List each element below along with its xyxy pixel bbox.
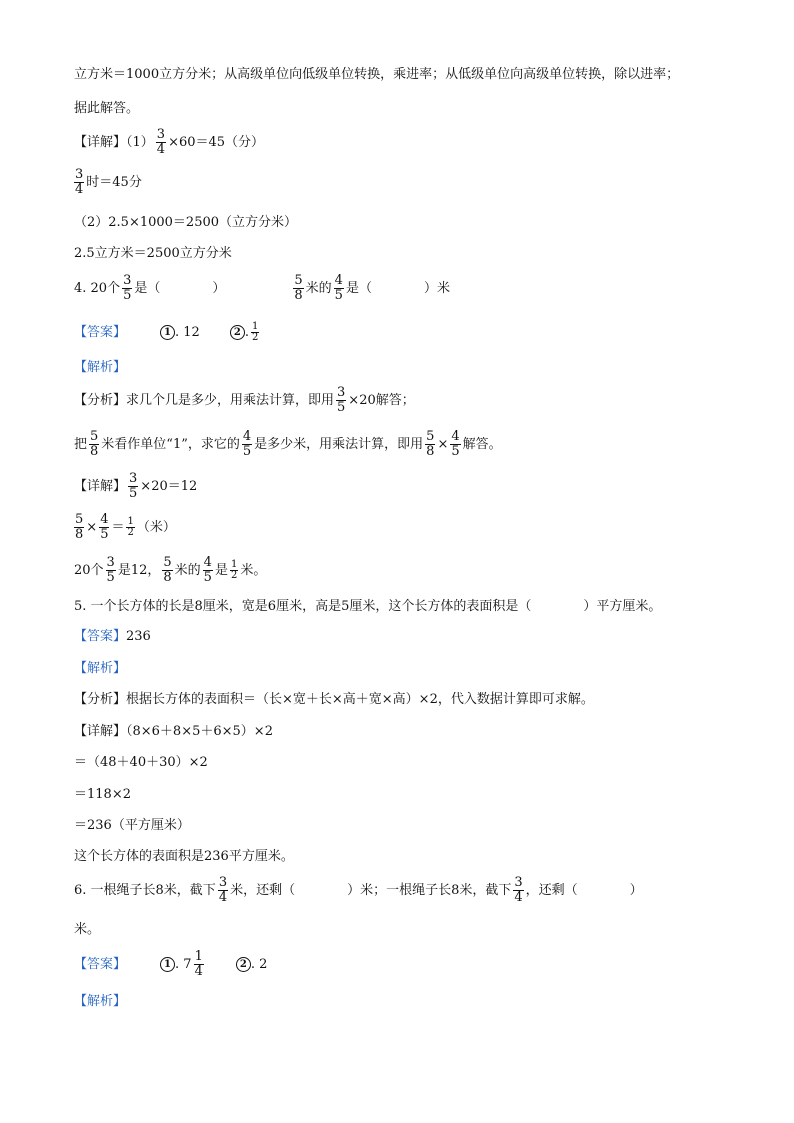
answer-label: 【答案】 (74, 325, 127, 340)
analysis-label: 【解析】 (74, 994, 127, 1009)
text-span: 米的 (174, 563, 201, 578)
text-line: 这个长方体的表面积是236平方厘米。 (74, 849, 294, 864)
detail-line (74, 128, 264, 157)
fraction-denominator: 8 (294, 288, 303, 303)
fraction-denominator: 5 (337, 400, 346, 415)
text-span: ，还剩（ ） (525, 883, 643, 898)
fraction-denominator: 4 (75, 182, 84, 197)
answer-line (74, 322, 261, 343)
fraction-numerator: 3 (337, 385, 346, 400)
fraction (122, 274, 132, 303)
fraction-denominator: 8 (426, 444, 435, 459)
fraction-denominator: 5 (203, 570, 212, 585)
fraction (293, 274, 303, 303)
fraction-numerator: 5 (90, 429, 99, 444)
circled-number-one: 1 (160, 325, 175, 340)
analysis-line (74, 430, 502, 459)
fraction-numerator: 5 (163, 555, 172, 570)
text-line: ＝118×2 (74, 787, 131, 802)
fraction (106, 556, 116, 585)
fraction-denominator: 5 (242, 444, 252, 459)
analysis-line (74, 386, 415, 415)
fraction (99, 513, 109, 542)
fraction-numerator: 5 (75, 512, 84, 527)
fraction (334, 274, 344, 303)
detail-line: 【详解】（8×6＋8×5＋6×5）×2 (74, 724, 273, 739)
text-span: 是12， (117, 563, 161, 578)
fraction-denominator: 2 (127, 527, 134, 538)
text-line: ＝（48＋40＋30）×2 (74, 755, 208, 770)
text-line: 据此解答。 (74, 101, 140, 116)
analysis-label: 【解析】 (74, 661, 127, 676)
fraction-numerator: 4 (451, 429, 460, 444)
fraction (74, 513, 84, 542)
text-span: ×20解答； (348, 393, 415, 408)
fraction-denominator: 5 (106, 570, 115, 585)
question-5: 5. 一个长方体的长是8厘米，宽是6厘米，高是5厘米，这个长方体的表面积是（ ）平方厘米。 (74, 599, 662, 614)
fraction-numerator: 4 (242, 429, 252, 444)
fraction-numerator: 1 (230, 559, 238, 570)
fraction (425, 430, 435, 459)
fraction-numerator: 5 (426, 429, 435, 444)
fraction-denominator: 5 (123, 288, 132, 303)
text-span: 米，还剩（ ）米；一根绳子长8米，截下 (230, 883, 512, 898)
detail-line (74, 472, 197, 501)
fraction-denominator: 4 (218, 890, 228, 905)
text-span: ×20＝12 (140, 479, 198, 494)
text-span: 米看作单位“1”，求它的 (101, 437, 240, 452)
text-span: 是多少米，用乘法计算，即用 (254, 437, 424, 452)
fraction-numerator: 5 (294, 273, 303, 288)
answer-label: 【答案】 (74, 629, 127, 644)
fraction-numerator: 3 (218, 875, 228, 890)
text-span: 解答。 (462, 437, 502, 452)
fraction (156, 128, 166, 157)
fraction (162, 556, 172, 585)
text-span: 【分析】求几个几是多少，用乘法计算，即用 (74, 393, 335, 408)
answer-value: 236 (126, 629, 151, 644)
fraction (230, 560, 238, 581)
text-line: ＝236（平方厘米） (74, 818, 190, 833)
analysis-label: 【解析】 (74, 360, 127, 375)
fraction (194, 950, 204, 979)
text-span: ×60＝45（分） (168, 135, 265, 150)
text-line: 立方米＝1000立方分米；从高级单位向低级单位转换，乘进率；从低级单位向高级单位转换，除以进率； (74, 67, 680, 82)
fraction-denominator: 5 (451, 444, 460, 459)
question-6 (74, 876, 643, 905)
fraction-numerator: 3 (156, 127, 166, 142)
answer-value: . (244, 325, 249, 340)
fraction (218, 876, 228, 905)
text-line: 米。 (74, 922, 101, 937)
fraction-denominator: 8 (75, 527, 84, 542)
text-span: 是 (214, 563, 228, 578)
text-line (74, 168, 142, 197)
fraction-numerator: 1 (194, 949, 203, 964)
fraction-denominator: 2 (230, 570, 238, 581)
analysis-line: 【分析】根据长方体的表面积＝（长×宽＋长×高＋宽×高）×2，代入数据计算即可求解。 (74, 692, 594, 707)
fraction-denominator: 5 (100, 527, 109, 542)
fraction-numerator: 3 (75, 167, 84, 182)
fraction-numerator: 3 (129, 471, 138, 486)
fraction (203, 556, 213, 585)
text-span: 时＝45分 (86, 175, 142, 190)
text-span: 20个 (74, 563, 104, 578)
fraction (251, 322, 259, 343)
fraction-numerator: 4 (334, 273, 343, 288)
fraction (450, 430, 460, 459)
fraction-numerator: 3 (123, 273, 132, 288)
fraction (89, 430, 99, 459)
fraction-denominator: 5 (129, 486, 138, 501)
fraction-denominator: 4 (156, 142, 166, 157)
answer-line (74, 950, 267, 979)
fraction-numerator: 4 (100, 512, 109, 527)
fraction-denominator: 2 (251, 332, 259, 343)
text-span: 6. 一根绳子长8米，截下 (74, 883, 216, 898)
text-span: 米。 (240, 563, 267, 578)
detail-line (74, 556, 266, 585)
fraction-denominator: 5 (334, 288, 343, 303)
answer-value: . 7 (175, 957, 192, 972)
circled-number-one: 1 (160, 957, 175, 972)
fraction-numerator: 3 (106, 555, 115, 570)
detail-line (74, 513, 176, 542)
fraction (128, 472, 138, 501)
text-span: （米） (136, 520, 176, 535)
fraction (242, 430, 252, 459)
text-span: 米的 (305, 281, 332, 296)
answer-value: . 2 (250, 957, 268, 972)
fraction-numerator: 1 (251, 321, 259, 332)
answer-value: . 12 (175, 325, 200, 340)
fraction (513, 876, 523, 905)
answer-label: 【答案】 (74, 957, 127, 972)
fraction-denominator: 8 (90, 444, 99, 459)
text-span: 把 (74, 437, 88, 452)
text-span: ＝ (111, 520, 125, 535)
question-4 (74, 274, 450, 303)
fraction-denominator: 4 (514, 890, 523, 905)
text-span: × (437, 437, 449, 452)
text-span: 是（ ）米 (345, 281, 450, 296)
circled-number-two: 2 (230, 325, 245, 340)
fraction-numerator: 1 (127, 516, 134, 527)
fraction (336, 386, 346, 415)
text-span: × (86, 520, 98, 535)
detail-label: 【详解】（1） (74, 135, 154, 150)
circled-number-two: 2 (236, 957, 251, 972)
fraction-denominator: 4 (194, 964, 203, 979)
text-span: 是（ ） (134, 281, 226, 296)
fraction (74, 168, 84, 197)
text-span: 4. 20个 (74, 281, 121, 296)
fraction-denominator: 8 (163, 570, 172, 585)
text-line: 2.5立方米＝2500立方分米 (74, 246, 232, 261)
fraction-numerator: 4 (203, 555, 212, 570)
answer-line (74, 628, 151, 646)
text-line: （2）2.5×1000＝2500（立方分米） (74, 215, 298, 230)
detail-label: 【详解】 (74, 479, 127, 494)
fraction-numerator: 3 (514, 875, 523, 890)
fraction (126, 517, 134, 538)
